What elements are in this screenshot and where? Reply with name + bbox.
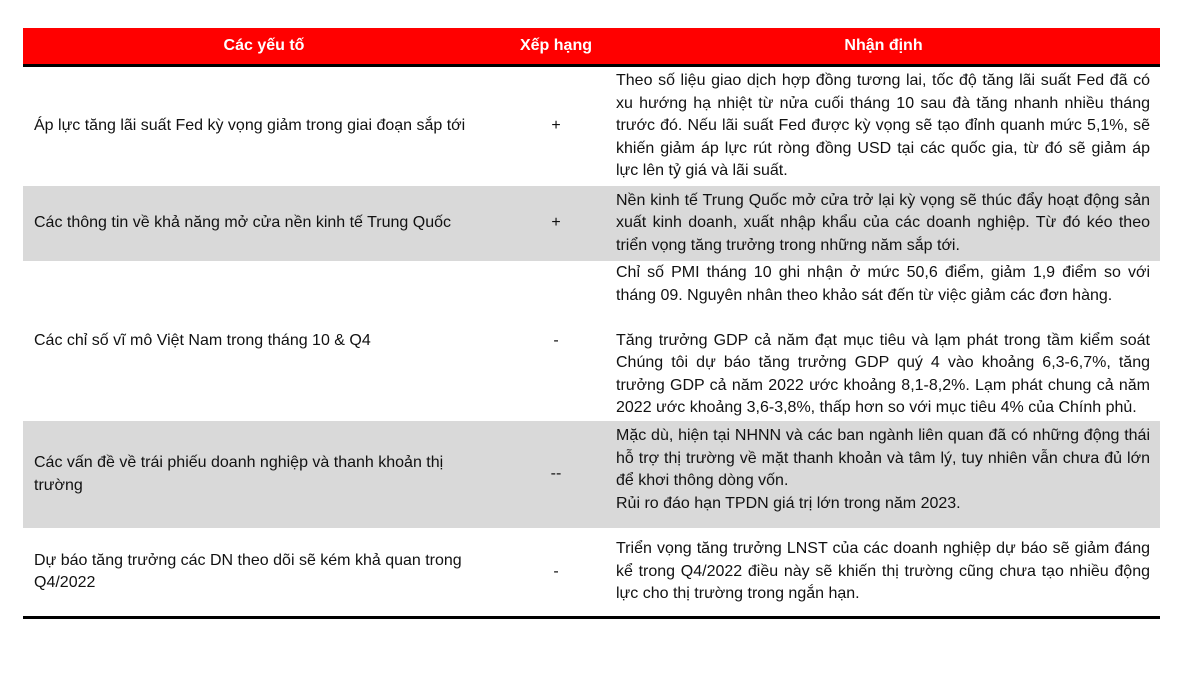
- view-cell: [607, 538, 1160, 606]
- table-row: [23, 421, 1160, 528]
- rating-cell: -: [553, 562, 559, 580]
- factor-cell: Các thông tin về khả năng mở cửa nền kinh tế Trung Quốc: [34, 214, 451, 232]
- view-paragraph: Tăng trưởng GDP cả năm đạt mục tiêu và lạm phát trong tầm kiểm soát Chúng tôi dự báo tăng trưởng GDP quý 4 vào khoảng 6,3-6,7%, tăng trưởng GDP cả năm 2022 ước khoảng 8,1-8,2%. Lạm phát chung cả năm 2022 ước khoảng 3,6-3,8%, thấp hơn so với mục tiêu 4% của Chính phủ.: [616, 331, 1150, 417]
- factor-cell: Các vấn đề về trái phiếu doanh nghiệp và thanh khoản thị trường: [34, 454, 444, 494]
- view-cell: [607, 70, 1160, 183]
- view-paragraph: Chỉ số PMI tháng 10 ghi nhận ở mức 50,6 điểm, giảm 1,9 điểm so với tháng 09. Nguyên nhân theo khảo sát đến từ việc giảm các đơn hàng.: [616, 264, 1150, 304]
- table-bottom-rule: [23, 616, 1160, 619]
- factor-cell: Dự báo tăng trưởng các DN theo dõi sẽ kém khả quan trong Q4/2022: [34, 551, 462, 591]
- view-paragraph: Theo số liệu giao dịch hợp đồng tương lai, tốc độ tăng lãi suất Fed đã có xu hướng hạ nhiệt từ nửa cuối tháng 10 sau đà tăng nhanh nhiều tháng trước đó. Nếu lãi suất Fed được kỳ vọng sẽ tạo đỉnh quanh mức 5,1%, sẽ khiến giảm áp lực rút ròng đồng USD tại các quốc gia, từ đó sẽ giảm áp lực lên tỷ giá và lãi suất.: [616, 72, 1150, 180]
- header-rating: Xếp hạng: [519, 37, 592, 54]
- table-row: [23, 528, 1160, 616]
- header-factor: Các yếu tố: [223, 37, 305, 54]
- factors-table: [23, 28, 1160, 619]
- view-paragraph: Rủi ro đáo hạn TPDN giá trị lớn trong năm 2023.: [616, 494, 961, 512]
- table-row: [23, 67, 1160, 186]
- table-header: [23, 28, 1160, 67]
- view-cell: [607, 190, 1160, 258]
- rating-cell: +: [551, 117, 561, 135]
- rating-cell: -: [553, 331, 559, 349]
- view-paragraph: Nền kinh tế Trung Quốc mở cửa trở lại kỳ vọng sẽ thúc đẩy hoạt động sản xuất kinh doanh, xuất nhập khẩu của các doanh nghiệp. Từ đó kéo theo triển vọng tăng trưởng trong những năm sắp tới.: [616, 191, 1150, 254]
- view-cell: [607, 421, 1160, 515]
- view-cell: [607, 262, 1160, 420]
- factor-cell: Các chỉ số vĩ mô Việt Nam trong tháng 10 & Q4: [34, 331, 371, 349]
- table-row: [23, 261, 1160, 421]
- rating-cell: --: [550, 465, 562, 483]
- header-view: Nhận định: [844, 37, 923, 54]
- view-paragraph: Mặc dù, hiện tại NHNN và các ban ngành liên quan đã có những động thái hỗ trợ thị trường về mặt thanh khoản và tâm lý, tuy nhiên vẫn chưa đủ lớn để khơi thông dòng vốn.: [616, 427, 1150, 489]
- factor-cell: Áp lực tăng lãi suất Fed kỳ vọng giảm trong giai đoạn sắp tới: [34, 117, 466, 135]
- table-row: [23, 186, 1160, 261]
- rating-cell: +: [551, 214, 561, 232]
- view-paragraph: Triển vọng tăng trưởng LNST của các doanh nghiệp dự báo sẽ giảm đáng kể trong Q4/2022 điều này sẽ khiến thị trường cũng chưa tạo nhiều động lực cho thị trường trong ngắn hạn.: [616, 540, 1150, 603]
